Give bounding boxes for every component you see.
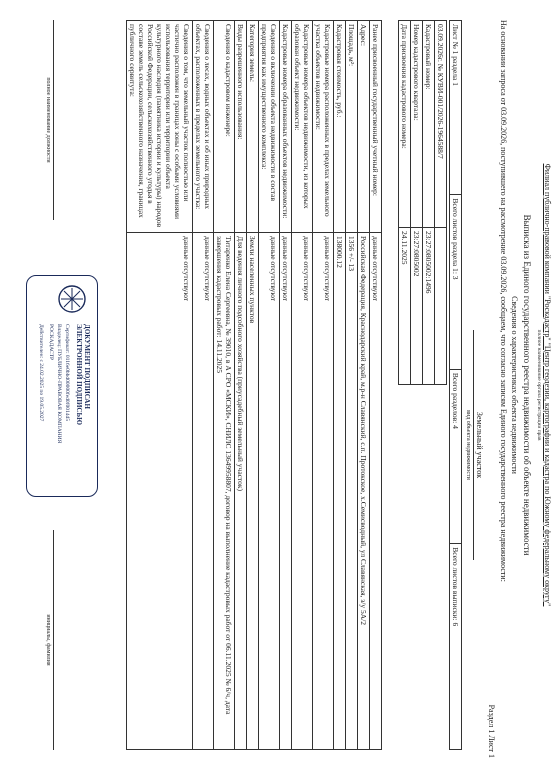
total-sections: Всего разделов: 4 (450, 369, 462, 543)
row-key: Кадастровые номера объектов недвижимости, из которых образован объект недвижимости: (292, 21, 313, 233)
row-key: Адрес: (358, 21, 370, 233)
table-row (193, 21, 214, 750)
name-line (53, 530, 54, 750)
name-caption: инициалы, фамилия (45, 614, 51, 666)
object-type: Земельный участок (475, 411, 484, 479)
row-key: Сведения о том, что земельный участок полностью или частично расположен в границах зоны с особыми условиями использования территории или территории объекта культурного наследия (памятника истории и культуры) народов Российской Федерации, сельскохозяйственного угодья в составе земель сельскохозяйственного назначения, границах публичного сервитута: (127, 21, 193, 233)
table-row (358, 21, 370, 750)
meta-key: Номер кадастрового квартала: (411, 21, 423, 228)
row-value: 1356 +/- 13 (346, 233, 358, 750)
row-key: Сведения о лесах, водных объектах и об иных природных объектах, расположенных в пределах земельного участка: (193, 21, 214, 233)
meta-row (435, 21, 447, 385)
table-row (334, 21, 346, 750)
row-value: данные отсутствуют (127, 233, 193, 750)
row-key: Кадастровые номера образованных объектов недвижимости: (280, 21, 292, 233)
basis-text: На основании запроса от 03.09.2026, поступившего на рассмотрение 03.09.2026, сообщаем, что согласно записям Единого государственного реестра недвижимости: (499, 20, 508, 582)
meta-row (423, 21, 435, 385)
row-value: данные отсутствуют (280, 233, 292, 750)
emblem-icon (57, 284, 87, 314)
meta-value: 24.11.2025 (399, 228, 411, 385)
total-sheets-extract: Всего листов выписки: 6 (450, 544, 462, 750)
table-row (313, 21, 334, 750)
table-row (292, 21, 313, 750)
meta-row (411, 21, 423, 385)
stamp-owner: Владелец: ПУБЛИЧНО-ПРАВОВАЯ КОМПАНИЯ (56, 324, 62, 444)
meta-table (398, 20, 447, 385)
stamp-title-1: ДОКУМЕНТ ПОДПИСАН (83, 324, 91, 409)
table-row (127, 21, 193, 750)
stamp-title-2: ЭЛЕКТРОННОЙ ПОДПИСЬЮ (75, 324, 83, 425)
meta-key: Дата присвоения кадастрового номера: (399, 21, 411, 228)
e-signature-stamp (26, 275, 98, 497)
row-key: Сведения о кадастровом инженере: (214, 21, 235, 233)
total-sheets-section: Всего листов раздела 1: 3 (450, 195, 462, 369)
table-row (346, 21, 358, 750)
meta-value: 23:27:0805002:1496 (423, 228, 435, 385)
row-key: Сведения о включении объекта недвижимости в состав предприятия как имущественного комплекса: (259, 21, 280, 233)
section-reference: Раздел 1 Лист 1 (487, 704, 496, 758)
table-row (235, 21, 247, 750)
position-caption: полное наименование должности (45, 77, 51, 163)
document-subtitle: Сведения о характеристиках объекта недвижимости (510, 296, 519, 474)
row-value: данные отсутствуют (292, 233, 313, 750)
row-key: Кадастровая стоимость, руб.: (334, 21, 346, 233)
sheet-info-table (449, 20, 462, 750)
row-value: Для ведения личного подсобного хозяйства (приусадебный земельный участок) (235, 233, 247, 750)
stamp-certificate: Сертификат: 0116e0bbd00000fed0f0014d5 (64, 324, 70, 421)
row-value: данные отсутствуют (370, 233, 382, 750)
row-value: данные отсутствуют (259, 233, 280, 750)
row-value: данные отсутствуют (193, 233, 214, 750)
row-value: 138000.12 (334, 233, 346, 750)
organization-caption: полное наименование органа регистрации прав (536, 329, 542, 441)
characteristics-table (126, 20, 382, 750)
row-value: Земли населенных пунктов (247, 233, 259, 750)
meta-key: 03.09.2026г. № КУВИ-001/2026-1964588/7 (435, 21, 447, 228)
sheet-number: Лист № 1 раздела 1 (450, 21, 462, 195)
document-title: Выписка из Единого государственного реестра недвижимости об объекте недвижимости (522, 214, 532, 556)
meta-value: 23:27:0805002 (411, 228, 423, 385)
organization-name: Филиал публично-правовой компании "Роскадастр" "Центр геодезии, картографии и кадастра по Южному федеральному округу" (543, 163, 552, 607)
table-row (247, 21, 259, 750)
object-type-caption: вид объекта недвижимости (465, 410, 471, 480)
row-value: Титаренко Елена Сергеевна, № 39010, в А СРО «МСКИ», СНИЛС 13649958807, договор на выполнение кадастровых работ от 06.11.2025 № 6/ч, дата завершения кадастровых работ: 14.11.2025 (214, 233, 235, 750)
sheet-info-row (450, 21, 462, 750)
row-value: данные отсутствуют (313, 233, 334, 750)
table-row (259, 21, 280, 750)
position-line (53, 20, 54, 220)
stamp-owner-2: РОСКАДАСТР (48, 324, 54, 361)
row-key: Площадь, м²: (346, 21, 358, 233)
meta-row (399, 21, 411, 385)
table-row (214, 21, 235, 750)
row-key: Кадастровые номера расположенных в пределах земельного участка объектов недвижимости: (313, 21, 334, 233)
row-key: Категория земель: (247, 21, 259, 233)
meta-key: Кадастровый номер: (423, 21, 435, 228)
table-row (280, 21, 292, 750)
stamp-validity: Действителен: с 24.02.2025 по 19.05.2027 (38, 324, 44, 422)
object-type-rule (473, 330, 474, 560)
row-key: Ранее присвоенный государственный учетный номер: (370, 21, 382, 233)
table-row (370, 21, 382, 750)
meta-value (435, 228, 447, 385)
row-key: Виды разрешенного использования: (235, 21, 247, 233)
row-value: Российская Федерация, Краснодарский край, м.р-н Славянский, с.п. Протокское, х.Семисводный, ул Славянская, з/у 5А/2 (358, 233, 370, 750)
